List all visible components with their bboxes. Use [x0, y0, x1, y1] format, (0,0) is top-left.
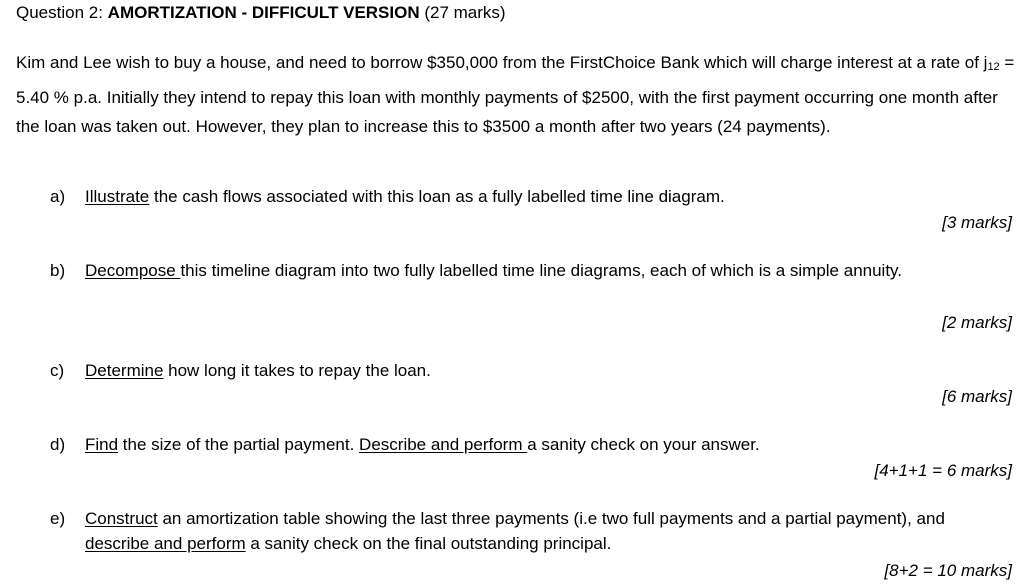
- intro-text-2: = 5.40 % p.a. Initially they intend to repay this loan with monthly payments of $2500, with the first payment occurring one month after the loan was taken out. However, they plan to increase this to $3500 a month after two years (24 payments).: [16, 53, 1015, 136]
- part-letter: c): [50, 361, 65, 380]
- part-text: [85, 358, 955, 383]
- part-text-rest: an amortization table showing the last three payments (i.e two full payments and a partial payment), and: [157, 509, 945, 528]
- part-text: [85, 184, 955, 209]
- part-a-marks: [3 marks]: [942, 213, 1012, 232]
- part-text-rest: the cash flows associated with this loan as a fully labelled time line diagram.: [149, 187, 725, 206]
- task-verb: Decompose: [85, 261, 181, 280]
- part-text-rest-2: a sanity check on your answer.: [527, 435, 760, 454]
- question-total-marks: (27 marks): [419, 3, 506, 22]
- task-verb-2: Describe and perform: [359, 435, 528, 454]
- part-b-marks: [2 marks]: [942, 313, 1012, 332]
- part-letter: a): [50, 187, 66, 206]
- part-text-rest: how long it takes to repay the loan.: [163, 361, 431, 380]
- part-letter: d): [50, 435, 66, 454]
- part-text-rest-2: a sanity check on the final outstanding principal.: [245, 534, 612, 553]
- part-c-marks: [6 marks]: [942, 387, 1012, 406]
- question-title: AMORTIZATION - DIFFICULT VERSION: [107, 3, 420, 22]
- part-e-marks: [8+2 = 10 marks]: [884, 561, 1012, 580]
- part-d-marks: [4+1+1 = 6 marks]: [874, 461, 1012, 480]
- question-intro: [16, 48, 1016, 142]
- part-letter: b): [50, 261, 66, 280]
- part-text-rest: this timeline diagram into two fully labelled time line diagrams, each of which is a simple annuity.: [180, 261, 903, 280]
- intro-rate-subscript: 12: [987, 61, 1000, 73]
- task-verb: Construct: [85, 509, 158, 528]
- part-text: [85, 432, 955, 457]
- task-verb: Illustrate: [85, 187, 150, 206]
- task-verb: Find: [85, 435, 119, 454]
- task-verb: Determine: [85, 361, 164, 380]
- intro-text-1: Kim and Lee wish to buy a house, and need to borrow $350,000 from the FirstChoice Bank which will charge interest at a rate of j: [16, 53, 988, 72]
- part-text-rest: the size of the partial payment.: [118, 435, 360, 454]
- part-text: [85, 258, 955, 283]
- question-label: Question 2:: [16, 3, 108, 22]
- question-heading: [16, 2, 506, 24]
- task-verb-2: describe and perform: [85, 534, 246, 553]
- part-letter: e): [50, 509, 66, 528]
- part-text: [85, 506, 955, 556]
